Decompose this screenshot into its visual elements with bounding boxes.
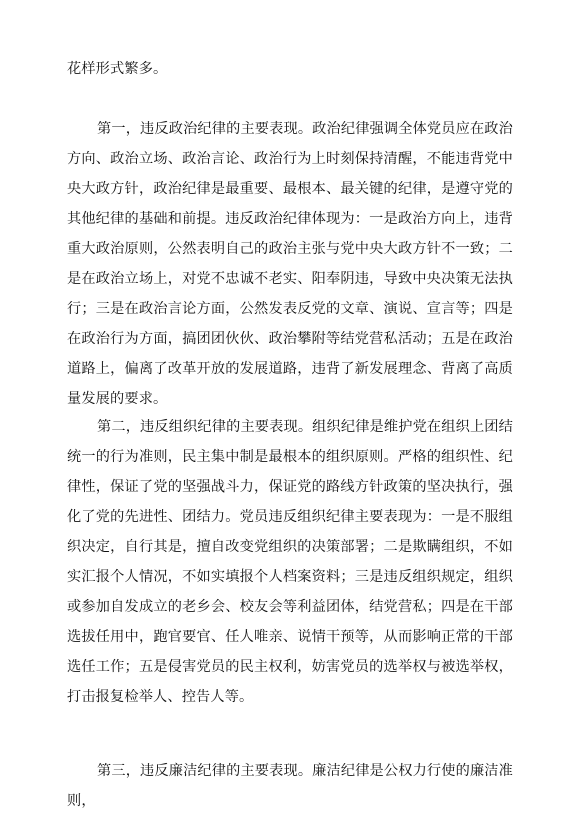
paragraph-continuation: 花样形式繁多。 [67, 61, 168, 77]
paragraph-organizational-discipline: 第二，违反组织纪律的主要表现。组织纪律是维护党在组织上团结统一的行为准则，民主集中制是最根本的组织原则。严格的组织性、纪律性，保证了党的坚强战斗力，保证党的路线方针政策的坚决执行，强化了党的先进性、团结力。党员违反组织纪律主要表现为：一是不服组织决定，自行其是，擅自改变党组织的决策部署；二是欺瞒组织，不如实汇报个人情况，不如实填报个人档案资料；三是违反组织规定，组织或参加自发成立的老乡会、校友会等利益团体，结党营私；四是在干部选拔任用中，跑官要官、任人唯亲、说情干预等，从而影响正常的干部选任工作；五是侵害党员的民主权利，妨害党员的选举权与被选举权，打击报复检举人、控告人等。 [67, 419, 513, 705]
paragraph-political-discipline: 第一，违反政治纪律的主要表现。政治纪律强调全体党员应在政治方向、政治立场、政治言论、政治行为上时刻保持清醒，不能违背党中央大政方针，政治纪律是最重要、最根本、最关键的纪律，是遵守党的其他纪律的基础和前提。违反政治纪律体现为：一是政治方向上，违背重大政治原则，公然表明自己的政治主张与党中央大政方针不一致；二是在政治立场上，对党不忠诚不老实、阳奉阴违，导致中央决策无法执行；三是在政治言论方面，公然发表反党的文章、演说、宣言等；四是在政治行为方面，搞团团伙伙、政治攀附等结党营私活动；五是在政治道路上，偏离了改革开放的发展道路，违背了新发展理念、背离了高质量发展的要求。 [67, 121, 513, 407]
paragraph-integrity-discipline: 第三，违反廉洁纪律的主要表现。廉洁纪律是公权力行使的廉洁准则， [67, 763, 513, 809]
